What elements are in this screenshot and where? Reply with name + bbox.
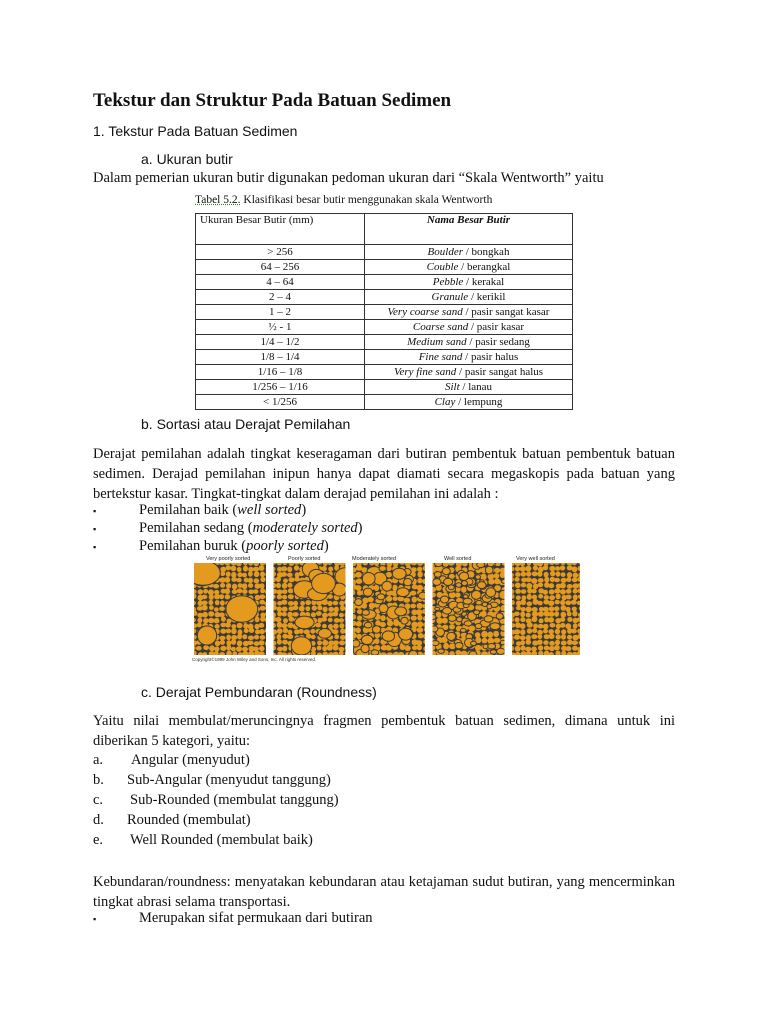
cell-name [365, 290, 573, 305]
cell-size: 2 – 4 [196, 290, 365, 305]
sorting-panels-svg [192, 556, 580, 668]
subheading-ukuran-butir: a. Ukuran butir [141, 151, 233, 167]
panel-label-2: Moderately sorted [352, 556, 397, 562]
list-item-text: Sub-Angular (menyudut tanggung) [127, 772, 331, 788]
table-caption-text: Klasifikasi besar butir menggunakan skala Wentworth [240, 194, 493, 206]
sort-item-end: ) [323, 538, 329, 554]
cell-name [365, 275, 573, 290]
list-item-text: Merupakan sifat permukaan dari butiran [139, 910, 373, 926]
cell-size: 1/8 – 1/4 [196, 350, 365, 365]
cell-name-en: Pebble [432, 276, 464, 288]
table-row [196, 260, 573, 275]
cell-size: 64 – 256 [196, 260, 365, 275]
cell-name-id: / bongkah [463, 246, 510, 258]
sorting-panel [428, 560, 514, 664]
cell-name-id: / berangkal [458, 261, 511, 273]
sorting-figure [192, 556, 580, 668]
cell-name-id: / kerakal [463, 276, 505, 288]
cell-name-en: Clay [434, 396, 456, 408]
cell-name-en: Couble [426, 261, 459, 273]
cell-name-en: Silt [444, 381, 460, 393]
table-row [196, 365, 573, 380]
cell-name-en: Medium sand [407, 336, 467, 348]
list-marker: a. [93, 752, 104, 768]
bullet-marker: ▪ [93, 914, 97, 924]
cell-size: 1 – 2 [196, 305, 365, 320]
panel-label-1: Poorly sorted [288, 556, 321, 562]
cell-size: 1/4 – 1/2 [196, 335, 365, 350]
figure-copyright: Copyright©1999 John Wiley and Sons, Inc. All rights reserved. [192, 657, 317, 662]
sort-item-end: ) [301, 502, 307, 518]
table-row [196, 275, 573, 290]
column-header-name: Nama Besar Butir [365, 214, 573, 245]
list-item-text: Well Rounded (membulat baik) [130, 832, 313, 848]
sort-item-end: ) [357, 520, 363, 536]
sorting-panel [192, 559, 272, 663]
cell-size: 4 – 64 [196, 275, 365, 290]
cell-name-en: Granule [431, 291, 469, 303]
cell-name-en: Very fine sand [393, 366, 457, 378]
column-header-size: Ukuran Besar Butir (mm) [196, 214, 365, 245]
bullet-marker: ▪ [93, 524, 97, 534]
cell-name-id: / lempung [455, 396, 503, 408]
panel-label-0: Very poorly sorted [206, 556, 251, 562]
cell-name-en: Very coarse sand [387, 306, 463, 318]
subheading-sortasi: b. Sortasi atau Derajat Pemilahan [141, 416, 351, 432]
sort-item-en: poorly sorted [246, 538, 324, 554]
intro-paragraph: Dalam pemerian ukuran butir digunakan pedoman ukuran dari “Skala Wentworth” yaitu [93, 170, 604, 186]
cell-name-id: / pasir sedang [466, 336, 530, 348]
cell-size: ½ - 1 [196, 320, 365, 335]
cell-name-en: Coarse sand [412, 321, 469, 333]
panel-label-3: Well sorted [444, 556, 472, 562]
table-row [196, 305, 573, 320]
kebundaran-paragraph: Kebundaran/roundness: menyatakan kebundaran atau ketajaman sudut butiran, yang mencerminkan tingkat abrasi selama transportasi. [93, 874, 675, 910]
section-heading-tekstur: 1. Tekstur Pada Batuan Sedimen [93, 123, 298, 139]
table-caption-label: Tabel 5.2. [195, 194, 241, 206]
table-row [196, 350, 573, 365]
sort-item-en: moderately sorted [252, 520, 358, 536]
cell-name-id: / pasir halus [462, 351, 519, 363]
cell-name [365, 320, 573, 335]
list-marker: d. [93, 812, 104, 828]
bullet-marker: ▪ [93, 506, 97, 516]
cell-name [365, 350, 573, 365]
cell-name [365, 365, 573, 380]
sorting-panel [349, 559, 430, 664]
cell-name-en: Boulder [427, 246, 463, 258]
cell-size: < 1/256 [196, 395, 365, 410]
page-title: Tekstur dan Struktur Pada Batuan Sedimen [93, 90, 452, 111]
table-header-row [196, 214, 573, 245]
table-caption [195, 194, 492, 206]
cell-name [365, 245, 573, 260]
cell-name-id: / pasir sangat kasar [462, 306, 550, 318]
sorting-panel [508, 559, 580, 663]
list-marker: c. [93, 792, 104, 808]
cell-name [365, 380, 573, 395]
sort-item-text: Pemilahan buruk ( [139, 538, 247, 554]
cell-name [365, 305, 573, 320]
cell-size: > 256 [196, 245, 365, 260]
cell-size: 1/16 – 1/8 [196, 365, 365, 380]
cell-name-en: Fine sand [418, 351, 463, 363]
sort-item-text: Pemilahan baik ( [139, 502, 238, 518]
roundness-paragraph: Yaitu nilai membulat/meruncingnya fragmen pembentuk batuan sedimen, dimana untuk ini diberikan 5 kategori, yaitu: [93, 713, 675, 749]
cell-name-id: / lanau [459, 381, 493, 393]
cell-name [365, 395, 573, 410]
cell-name [365, 335, 573, 350]
sort-item-text: Pemilahan sedang ( [139, 520, 253, 536]
table-row [196, 245, 573, 260]
list-marker: e. [93, 832, 104, 848]
table-row [196, 320, 573, 335]
cell-name [365, 260, 573, 275]
table-row [196, 380, 573, 395]
table-row [196, 335, 573, 350]
wentworth-table [195, 213, 573, 410]
list-marker: b. [93, 772, 104, 788]
cell-size: 1/256 – 1/16 [196, 380, 365, 395]
sortasi-paragraph: Derajat pemilahan adalah tingkat keseragaman dari butiran pembentuk batuan pembentuk batuan sedimen. Derajad pemilahan inipun hanya dapat diamati secara megaskopis pada batuan yang bertekstur kasar. Tingkat-tingkat dalam derajad pemilahan ini adalah : [93, 446, 675, 502]
sorting-panel [270, 560, 356, 664]
cell-name-id: / pasir kasar [468, 321, 525, 333]
list-item-text: Angular (menyudut) [131, 752, 250, 768]
table-row [196, 290, 573, 305]
list-item-text: Sub-Rounded (membulat tanggung) [130, 792, 339, 808]
cell-name-id: / pasir sangat halus [456, 366, 544, 378]
cell-name-id: / kerikil [468, 291, 506, 303]
list-item-text: Rounded (membulat) [127, 812, 251, 828]
subheading-roundness: c. Derajat Pembundaran (Roundness) [141, 684, 377, 700]
panel-label-4: Very well sorted [516, 556, 555, 562]
bullet-marker: ▪ [93, 542, 97, 552]
sort-item-en: well sorted [237, 502, 302, 518]
table-row [196, 395, 573, 410]
